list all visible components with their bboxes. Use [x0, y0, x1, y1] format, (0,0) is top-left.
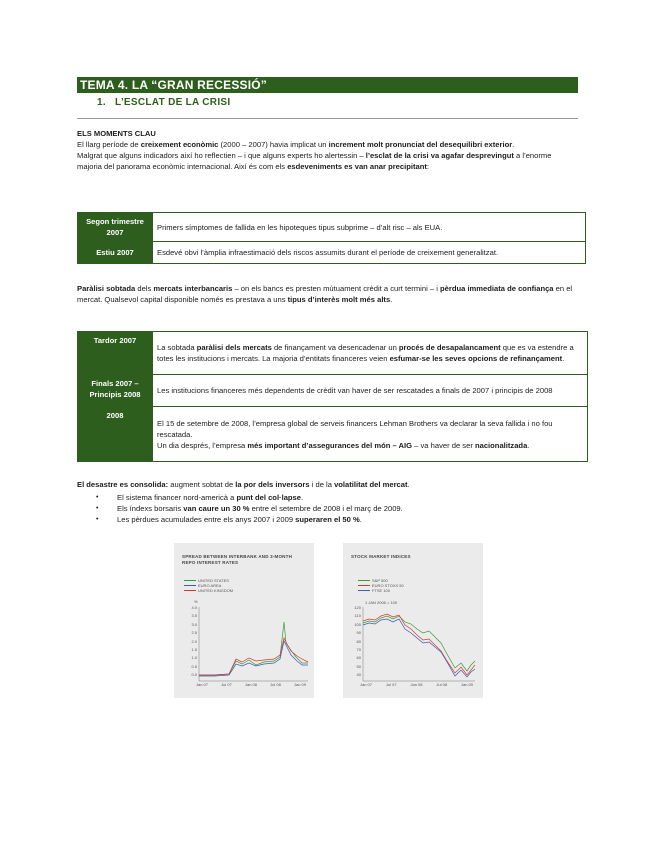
y-axis-ticks: 120 110 100 90 80 70 60 50 40 [354, 605, 361, 678]
timeline-table-crisis [77, 331, 588, 462]
section-divider [77, 118, 578, 119]
spread-chart-figure [174, 543, 314, 698]
period-cell: Segon trimestre 2007 [78, 213, 153, 242]
intro-heading: ELS MOMENTS CLAU [77, 129, 156, 138]
x-axis-ticks: Jan 07 Jul 07 Jan 08 Jul 08 Jan 09 [196, 682, 306, 687]
axis-unit-label: % [194, 599, 198, 604]
section-number: 1. [97, 97, 106, 108]
chart-title: SPREAD BETWEEN INTERBANK AND 3-MONTH REPO INTEREST RATES [182, 554, 293, 565]
legend-item: UNITED STATES [184, 578, 233, 583]
list-item: • El sistema financer nord-americà a punt del col·lapse. [77, 492, 577, 503]
legend-item: UNITED KINGDOM [184, 588, 233, 593]
intro-paragraph-2: Malgrat que alguns indicadors així ho reflectien – i que alguns experts ho alertessin – l’esclat de la crisi va agafar desprevingut a l’enorme majoria del panorama econòmic internacional. Així és com els esdeveniments es van anar precipitant: [77, 151, 552, 171]
table-row [78, 332, 588, 375]
intro-block [77, 128, 577, 172]
table-row [78, 242, 586, 264]
stock-indices-figure [343, 543, 483, 698]
paralisi-paragraph: Paràlisi sobtada dels mercats interbancaris – on els bancs es presten mútuament crèdit a curt termini – i pèrdua immediata de confiança en el mercat. Qualsevol capital disponible només es prestava a uns tipus d’interès molt més alts. [77, 284, 573, 304]
axis-unit-label: 1 JAN 2006 = 100 [365, 600, 398, 605]
list-item: • Els índexs borsaris van caure un 30 % entre el setembre de 2008 i el març de 2009. [77, 503, 577, 514]
y-axis-ticks: 4.0 3.5 3.0 2.5 2.0 1.5 1.0 0.5 0.0 [191, 605, 197, 678]
table-row [78, 213, 586, 242]
section-heading [97, 97, 230, 108]
intro-paragraph-1: El llarg període de creixement econòmic (2000 – 2007) havia implicat un increment molt pronunciat del desequilibri exterior. [77, 140, 515, 149]
section-title: L’ESCLAT DE LA CRISI [115, 97, 231, 108]
period-cell: Finals 2007 – Principis 2008 [78, 375, 153, 407]
stock-indices-plot [343, 543, 483, 698]
period-cell: Estiu 2007 [78, 242, 153, 264]
consequences-list [77, 492, 577, 525]
legend-item: EURO STOXX 50 [358, 583, 404, 588]
spread-chart-plot [174, 543, 314, 698]
table-row [78, 407, 588, 462]
period-cell: 2008 [78, 407, 153, 462]
desastre-paragraph: El desastre es consolida: augment sobtat de la por dels inversors i de la volatilitat del mercat. [77, 480, 410, 489]
event-cell: El 15 de setembre de 2008, l’empresa global de serveis financers Lehman Brothers va declarar la seva fallida i no fou rescatada. Un dia després, l’empresa més important d’assegurances del món – AIG – va haver de ser nacionalitzada. [153, 407, 588, 462]
event-cell: Primers símptomes de fallida en les hipoteques tipus subprime – d’alt risc – als EUA. [153, 213, 586, 242]
list-item: • Les pèrdues acumulades entre els anys 2007 i 2009 superaren el 50 %. [77, 514, 577, 525]
chart-title: STOCK MARKET INDICES [351, 554, 411, 559]
legend-item: EURO AREA [184, 583, 233, 588]
legend-item: S&P 500 [358, 578, 404, 583]
table-row [78, 375, 588, 407]
event-cell: La sobtada paràlisi dels mercats de finançament va desencadenar un procés de desapalancament que es va estendre a totes les institucions i mercats. La majoria d’entitats financeres veien esfumar-se les seves opcions de refinançament. [153, 332, 588, 375]
document-title: TEMA 4. LA “GRAN RECESSIÓ” [77, 77, 578, 93]
period-cell: Tardor 2007 [78, 332, 153, 375]
event-cell: Les institucions financeres més dependents de crèdit van haver de ser rescatades a finals de 2007 i principis de 2008 [153, 375, 588, 407]
timeline-table-2007 [77, 212, 586, 264]
x-axis-ticks: Jan 07 Jul 07 Jan 08 Jul 08 Jan 09 [360, 682, 473, 687]
desastre-block [77, 479, 577, 525]
legend-item: FTSE 100 [358, 588, 404, 593]
event-cell: Esdevé obvi l’àmplia infraestimació dels riscos assumits durant el període de creixement generalitzat. [153, 242, 586, 264]
